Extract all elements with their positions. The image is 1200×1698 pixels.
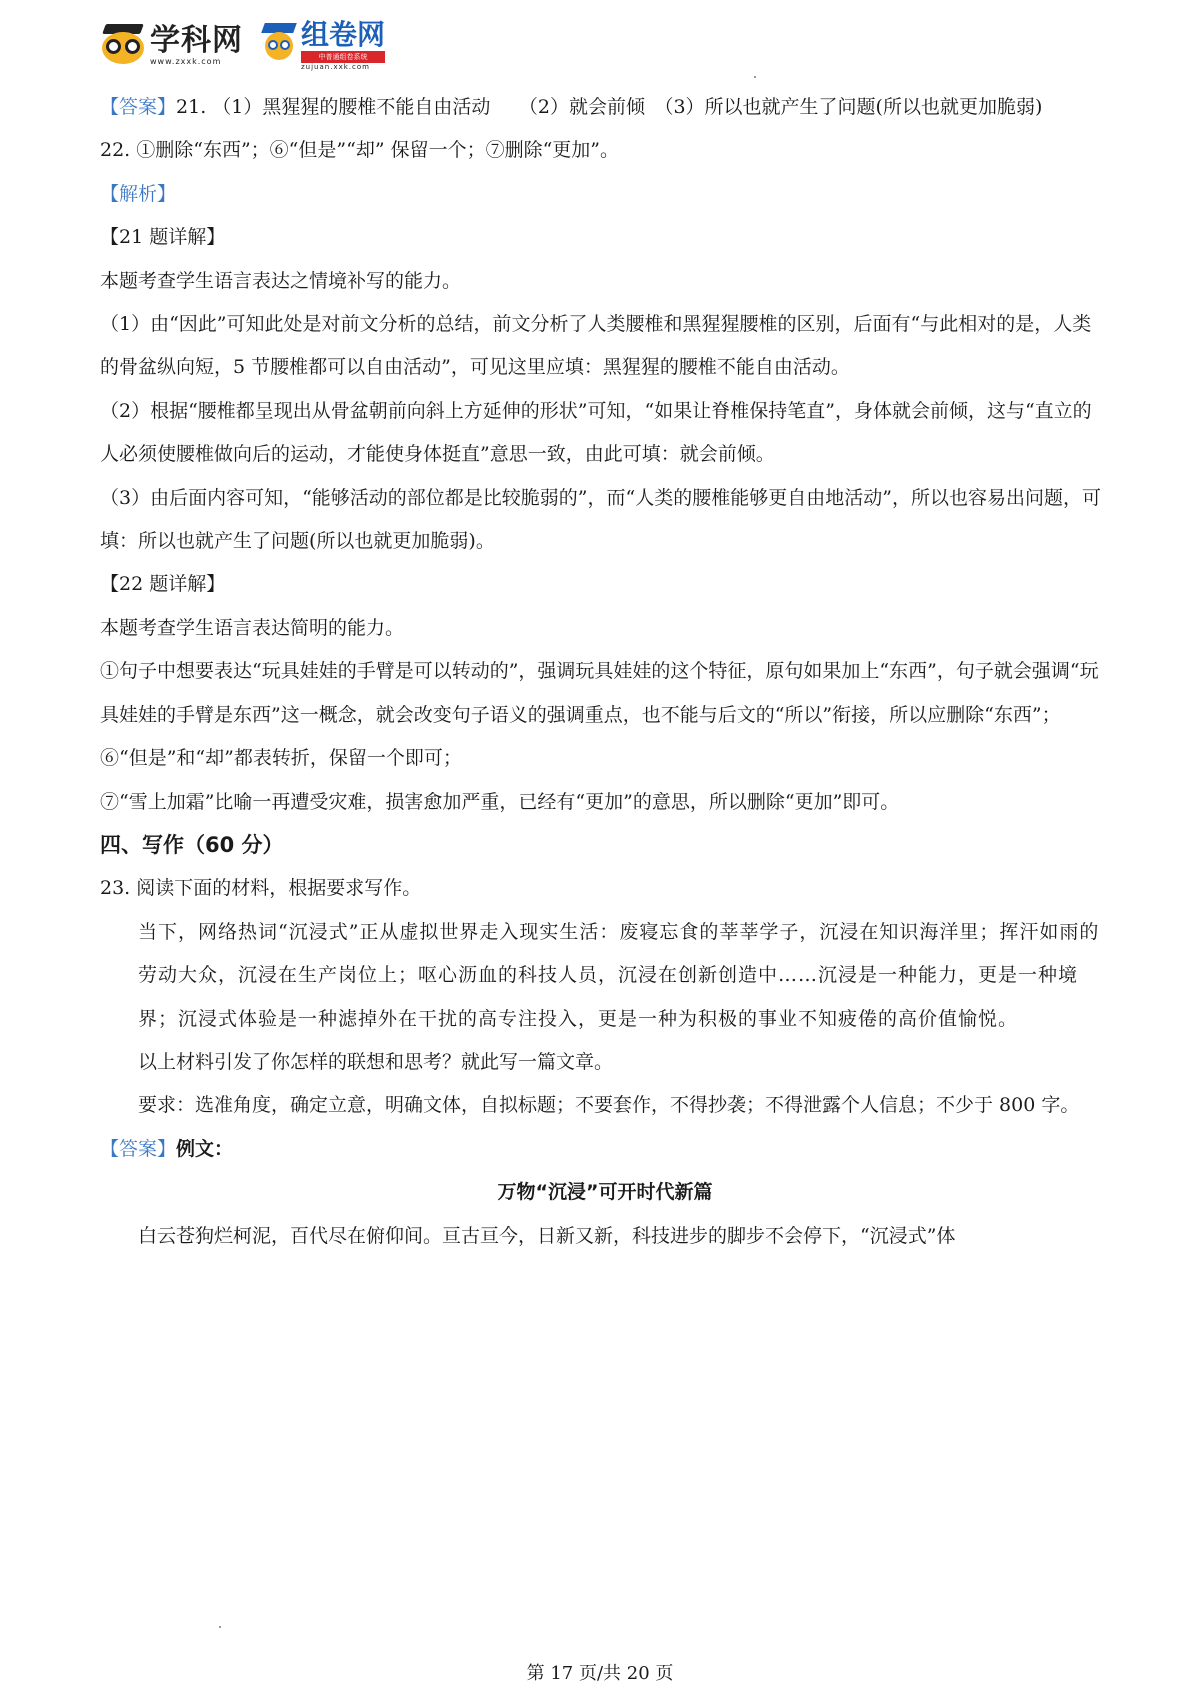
q22-paragraph: ⑦“雪上加霜”比喻一再遭受灾难，损害愈加严重，已经有“更加”的意思，所以删除“更加”即可。 [100,790,900,813]
zxxk-logo[interactable] [100,24,243,66]
q23-prompt: 23. 阅读下面的材料，根据要求写作。 [100,877,422,900]
zujuan-logo-tag: 中普通组卷系统 [301,51,385,63]
q22-paragraph: ⑥“但是”和“却”都表转折，保留一个即可； [100,747,462,770]
sample-essay-label: 例文： [176,1137,234,1160]
zujuan-logo[interactable] [261,17,386,71]
scan-speck [754,76,756,78]
page-content [100,86,1110,1258]
answer-23 [100,1128,1110,1171]
page-footer: 第 17 页/共 20 页 [526,1663,674,1684]
essay-paragraph: 白云苍狗烂柯泥，百代尽在俯仰间。亘古亘今，日新又新，科技进步的脚步不会停下，“沉浸式”体 [138,1224,956,1247]
q23-question: 以上材料引发了你怎样的联想和思考？就此写一篇文章。 [138,1050,614,1073]
scan-speck [219,1626,221,1628]
answer-22: 22. ①删除“东西”；⑥“但是”“却” 保留一个；⑦删除“更加”。 [100,139,620,162]
q21-paragraph: （2）根据“腰椎都呈现出从骨盆朝前向斜上方延伸的形状”可知，“如果让脊椎保持笔直”，身体就会前倾，这与“直立的人必须使腰椎做向后的运动，才能使身体挺直”意思一致，由此可填：就会前倾。 [100,399,1092,466]
answer-label: 【答案】 [100,96,177,118]
header-logos [100,18,385,72]
q21-paragraph: （3）由后面内容可知，“能够活动的部位都是比较脆弱的”，而“人类的腰椎能够更自由地活动”，所以也容易出问题，可填：所以也就产生了问题(所以也就更加脆弱)。 [100,486,1101,553]
student-mascot-icon [261,23,297,67]
owl-mascot-icon [100,24,146,66]
zxxk-logo-url: www.zxxk.com [150,56,222,66]
q21-paragraph: 本题考查学生语言表达之情境补写的能力。 [100,269,462,292]
section-4-heading: 四、写作（60 分） [100,832,284,857]
analysis-label: 【解析】 [100,182,177,205]
q21-paragraph: （1）由“因此”可知此处是对前文分析的总结，前文分析了人类腰椎和黑猩猩腰椎的区别，后面有“与此相对的是，人类的骨盆纵向短，5 节腰椎都可以自由活动”，可见这里应填：黑猩猩的腰椎不能自由活动。 [100,313,1092,379]
zujuan-logo-name: 组卷网 [301,17,386,51]
q22-paragraph: 本题考查学生语言表达简明的能力。 [100,616,405,639]
q21-heading: 【21 题详解】 [100,226,226,249]
answer-21-text: 21. （1）黑猩猩的腰椎不能自由活动 （2）就会前倾 （3）所以也就产生了问题(所以也就更加脆弱) [176,96,1043,118]
q23-material: 当下，网络热词“沉浸式”正从虚拟世界走入现实生活：废寝忘食的莘莘学子，沉浸在知识海洋里；挥汗如雨的劳动大众，沉浸在生产岗位上；呕心沥血的科技人员，沉浸在创新创造中……沉浸是一种能力，更是一种境界；沉浸式体验是一种滤掉外在干扰的高专注投入，更是一种为积极的事业不知疲倦的高价值愉悦。 [138,920,1100,1030]
zujuan-logo-url: zujuan.xxk.com [301,62,370,71]
answer-21 [100,86,1110,129]
answer-label: 【答案】 [100,1137,177,1160]
zxxk-logo-name: 学科网 [150,22,243,58]
q22-heading: 【22 题详解】 [100,573,226,596]
essay-title: 万物“沉浸”可开时代新篇 [497,1181,713,1204]
q22-paragraph: ①句子中想要表达“玩具娃娃的手臂是可以转动的”，强调玩具娃娃的这个特征，原句如果加上“东西”，句子就会强调“玩具娃娃的手臂是东西”这一概念，就会改变句子语义的强调重点，也不能与后文的“所以”衔接，所以应删除“东西”； [100,660,1099,726]
q23-requirements: 要求：选准角度，确定立意，明确文体，自拟标题；不要套作，不得抄袭；不得泄露个人信息；不少于 800 字。 [138,1094,1080,1117]
